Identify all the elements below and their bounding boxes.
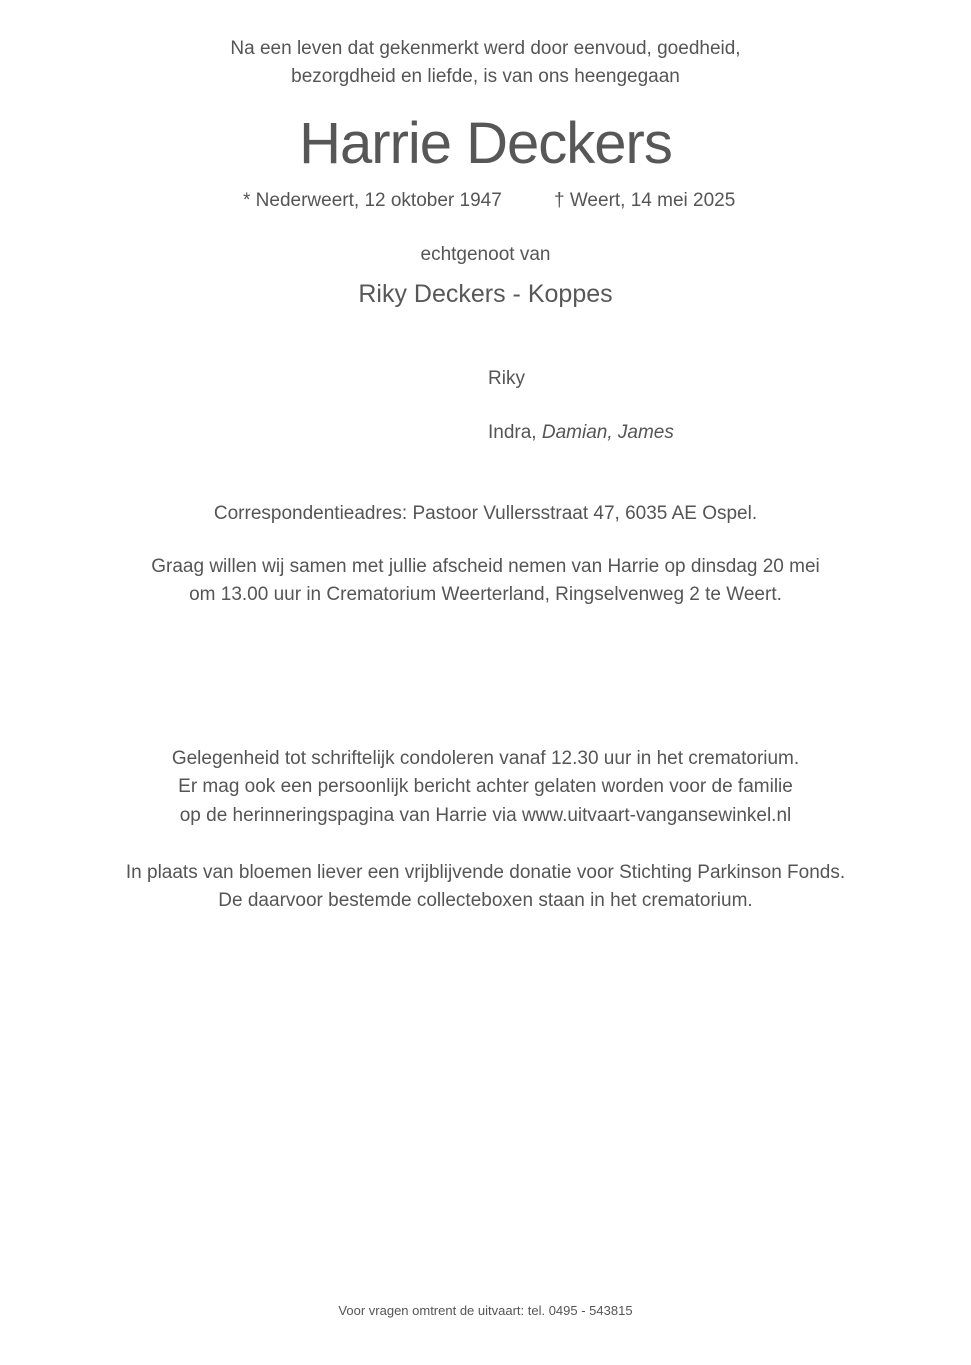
correspondence-address: Correspondentieadres: Pastoor Vullersstraat 47, 6035 AE Ospel.	[213, 503, 758, 524]
intro-line-1: Na een leven dat gekenmerkt werd door eenvoud, goedheid,	[230, 38, 741, 59]
intro-line-2: bezorgdheid en liefde, is van ons heengegaan	[291, 66, 680, 87]
donation-line-2: De daarvoor bestemde collecteboxen staan in het crematorium.	[218, 890, 753, 911]
spouse-intro: echtgenoot van	[420, 244, 551, 265]
condolence-line-2: Er mag ook een persoonlijk bericht achter gelaten worden voor de familie	[178, 776, 793, 797]
family-line-spouse: Riky	[488, 368, 525, 389]
condolence-line-1: Gelegenheid tot schriftelijk condoleren vanaf 12.30 uur in het crematorium.	[171, 748, 800, 769]
birth-date: * Nederweert, 12 oktober 1947	[243, 190, 502, 211]
spouse-name: Riky Deckers - Koppes	[358, 280, 613, 308]
family-grandchildren: Damian, James	[541, 422, 674, 443]
family-line-children	[488, 422, 674, 444]
condolence-line-3: op de herinneringspagina van Harrie via www.uitvaart-vangansewinkel.nl	[179, 805, 792, 826]
family-child-name: Indra,	[488, 422, 537, 443]
farewell-line-1: Graag willen wij samen met jullie afscheid nemen van Harrie op dinsdag 20 mei	[151, 556, 820, 577]
death-date: † Weert, 14 mei 2025	[554, 190, 736, 211]
farewell-line-2: om 13.00 uur in Crematorium Weerterland, Ringselvenweg 2 te Weert.	[189, 584, 782, 605]
footer-contact: Voor vragen omtrent de uitvaart: tel. 0495 - 543815	[338, 1303, 633, 1318]
donation-line-1: In plaats van bloemen liever een vrijblijvende donatie voor Stichting Parkinson Fonds.	[125, 862, 846, 883]
deceased-name: Harrie Deckers	[299, 111, 672, 176]
